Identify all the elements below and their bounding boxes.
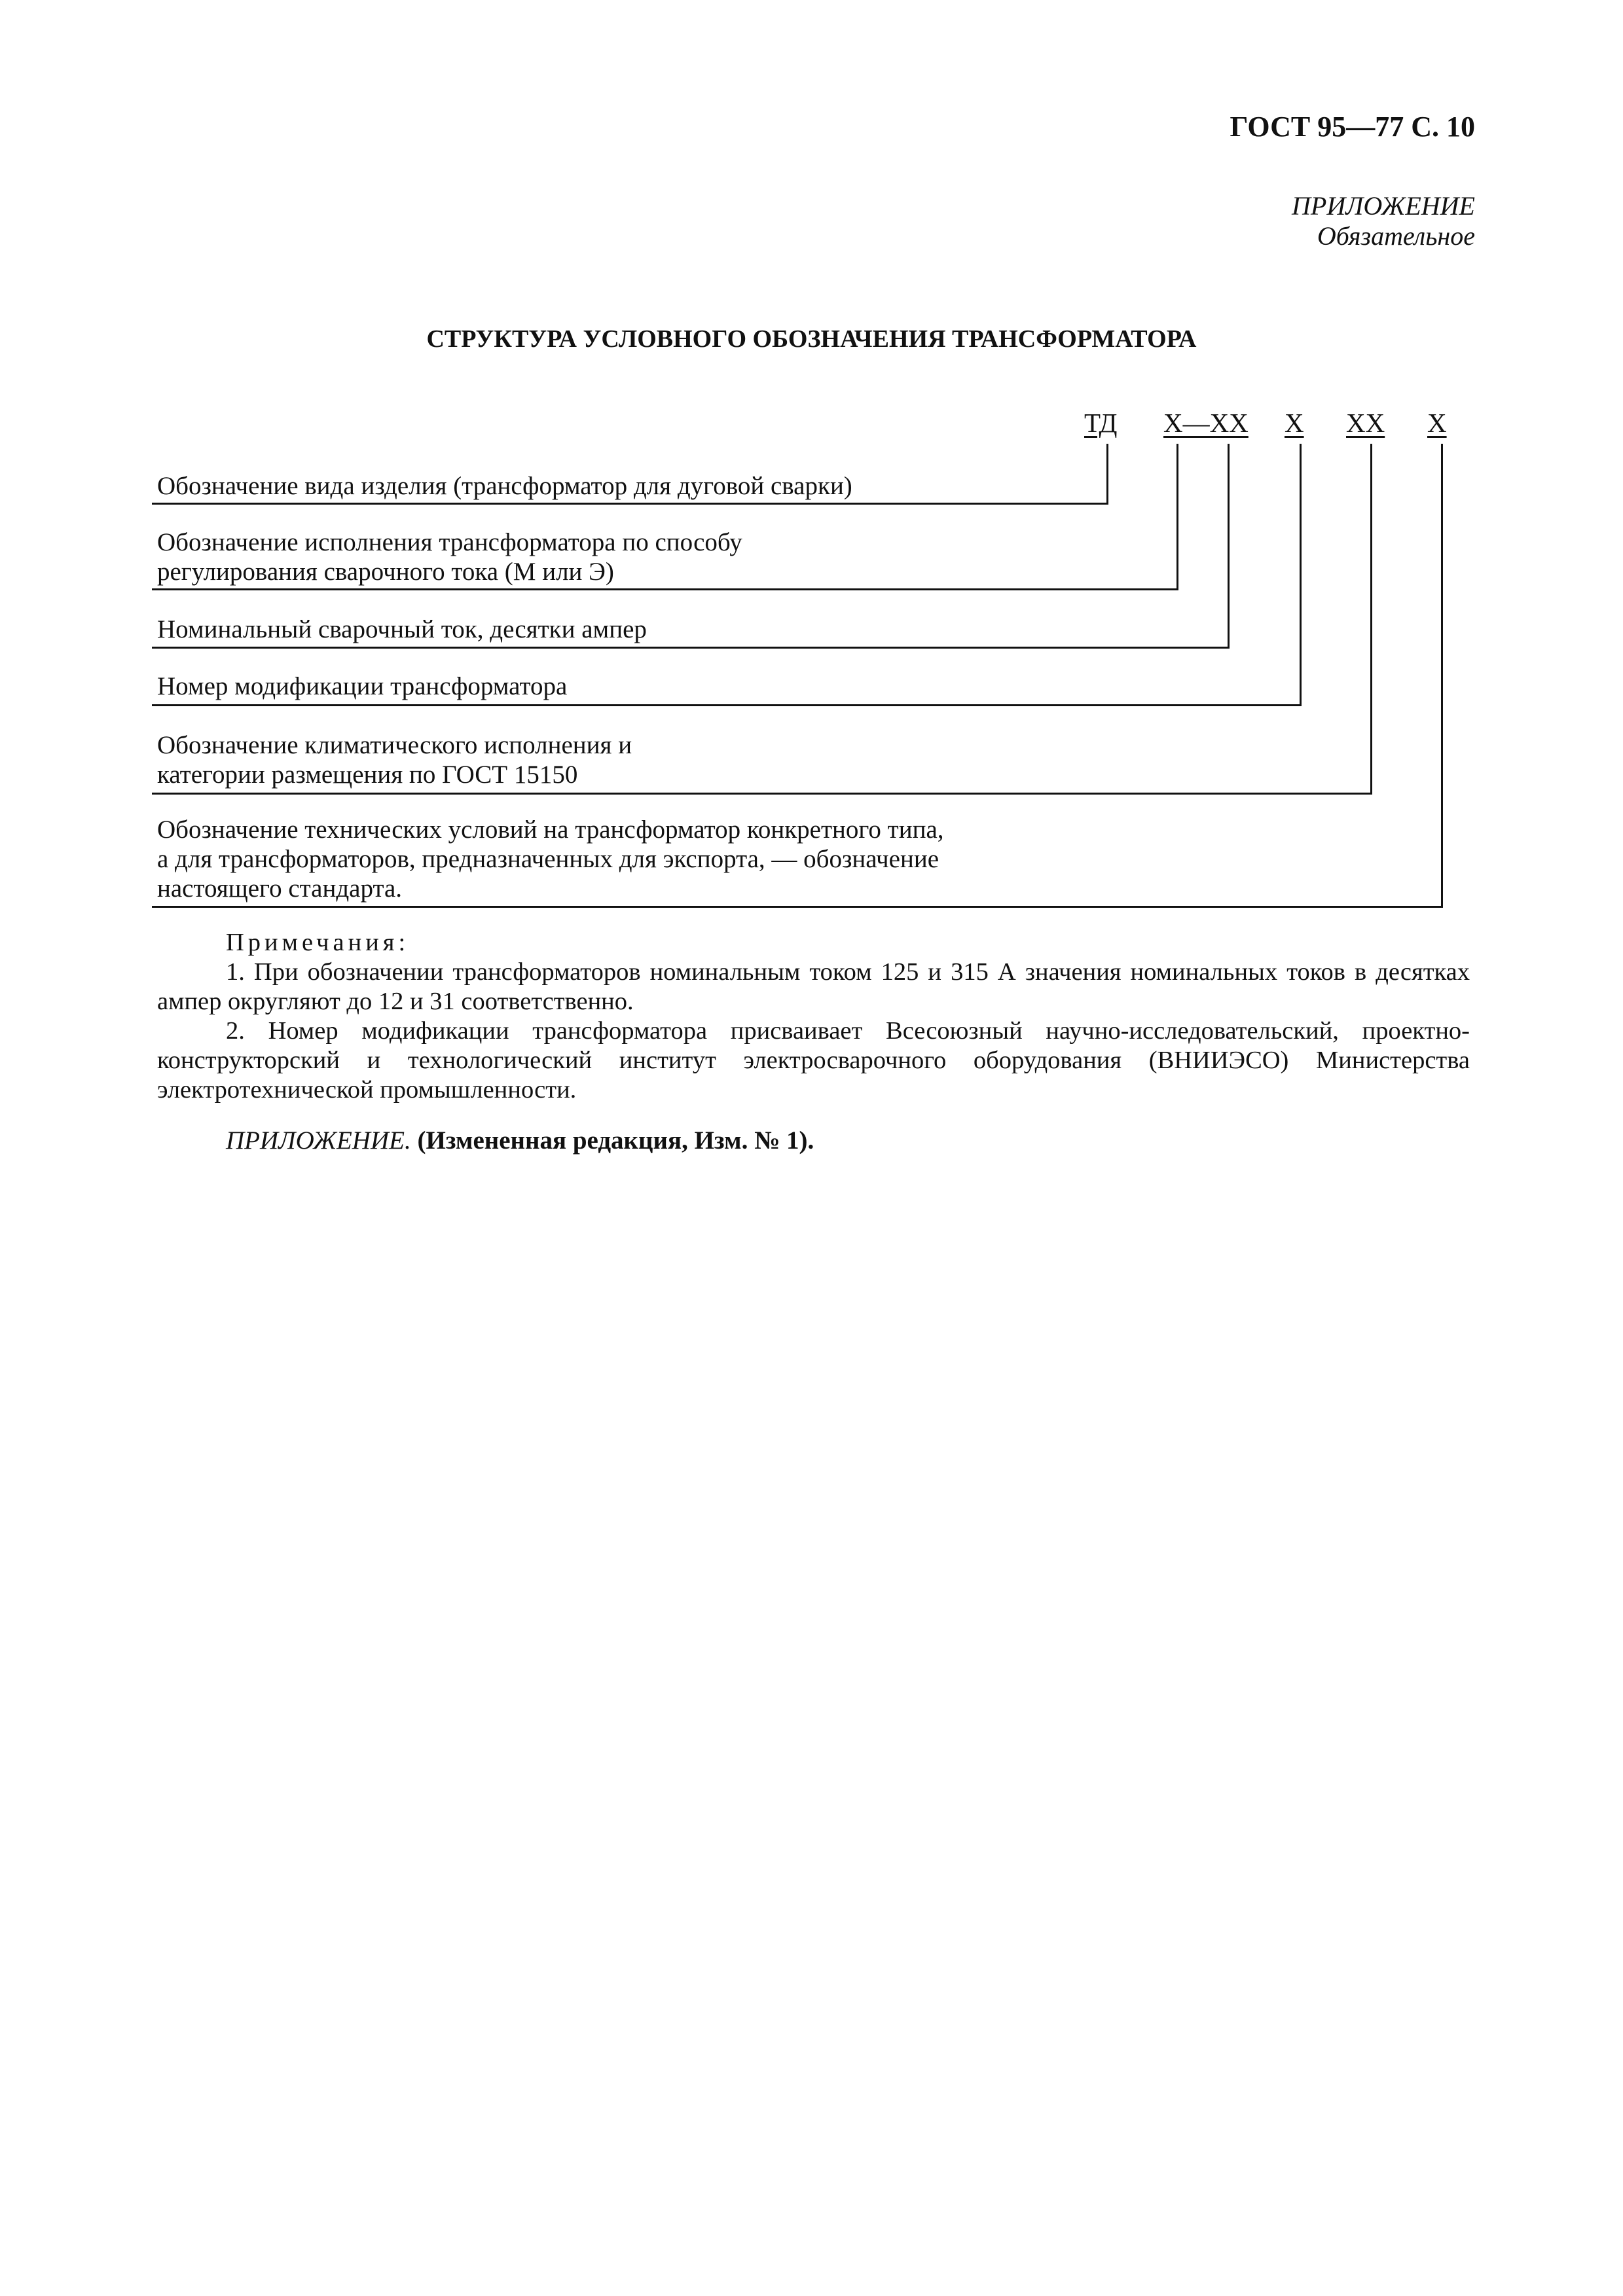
appendix-block: [1292, 191, 1475, 251]
appendix-status: Обязательное: [1317, 221, 1475, 251]
description-nominal-current: Номинальный сварочный ток, десятки ампер: [157, 615, 647, 643]
description-product-type: Обозначение вида изделия (трансформатор для дуговой сварки): [157, 472, 852, 500]
code-part-product: ТД: [1084, 408, 1118, 438]
connector-vertical-current: [1228, 444, 1230, 647]
connector-vertical-modification: [1300, 444, 1302, 705]
connector-vertical-execution: [1176, 444, 1178, 589]
code-part-climate: ХХ: [1346, 408, 1385, 438]
connector-horizontal-modification: [152, 704, 1302, 706]
amendment-label: ПРИЛОЖЕНИЕ.: [226, 1126, 411, 1155]
description-spec: Обозначение технических условий на трансформатор конкретного типа, а для трансформаторов, предназначенных для экспорта, — обозначение настоящего стандарта.: [157, 816, 944, 903]
amendment-note: [226, 1126, 814, 1155]
connector-horizontal-spec: [152, 906, 1443, 908]
note-item: 2. Номер модификации трансформатора присваивает Всесоюзный научно-исследовательский, проектно-конструкторский и технологический институт электросварочного оборудования (ВНИИЭСО) Министерства электротехнической промышленности.: [157, 1017, 1470, 1103]
document-title: СТРУКТУРА УСЛОВНОГО ОБОЗНАЧЕНИЯ ТРАНСФОРМАТОРА: [426, 325, 1197, 353]
code-part-spec: Х: [1427, 408, 1447, 438]
connector-horizontal-current: [152, 647, 1230, 649]
appendix-label: ПРИЛОЖЕНИЕ: [1292, 191, 1475, 221]
code-part-modification: Х: [1285, 408, 1304, 438]
note-item: 1. При обозначении трансформаторов номинальным током 125 и 315 А значения номинальных токов в десятках ампер округляют до 12 и 31 соответственно.: [157, 958, 1470, 1015]
connector-horizontal-execution: [152, 588, 1178, 590]
notes-section: [157, 928, 1470, 1105]
notes-heading: Примечания:: [226, 929, 410, 956]
amendment-text: (Измененная редакция, Изм. № 1).: [410, 1126, 814, 1155]
description-execution: Обозначение исполнения трансформатора по способу регулирования сварочного тока (М или Э): [157, 528, 742, 586]
connector-horizontal-product: [152, 503, 1108, 505]
connector-vertical-climate: [1370, 444, 1372, 793]
description-climate: Обозначение климатического исполнения и категории размещения по ГОСТ 15150: [157, 731, 632, 789]
code-part-execution-current: Х—ХХ: [1163, 408, 1249, 438]
connector-vertical-product: [1106, 444, 1108, 503]
page-header: ГОСТ 95—77 С. 10: [1230, 111, 1475, 143]
description-modification: Номер модификации трансформатора: [157, 672, 568, 700]
connector-horizontal-climate: [152, 793, 1372, 795]
connector-vertical-spec: [1441, 444, 1443, 906]
